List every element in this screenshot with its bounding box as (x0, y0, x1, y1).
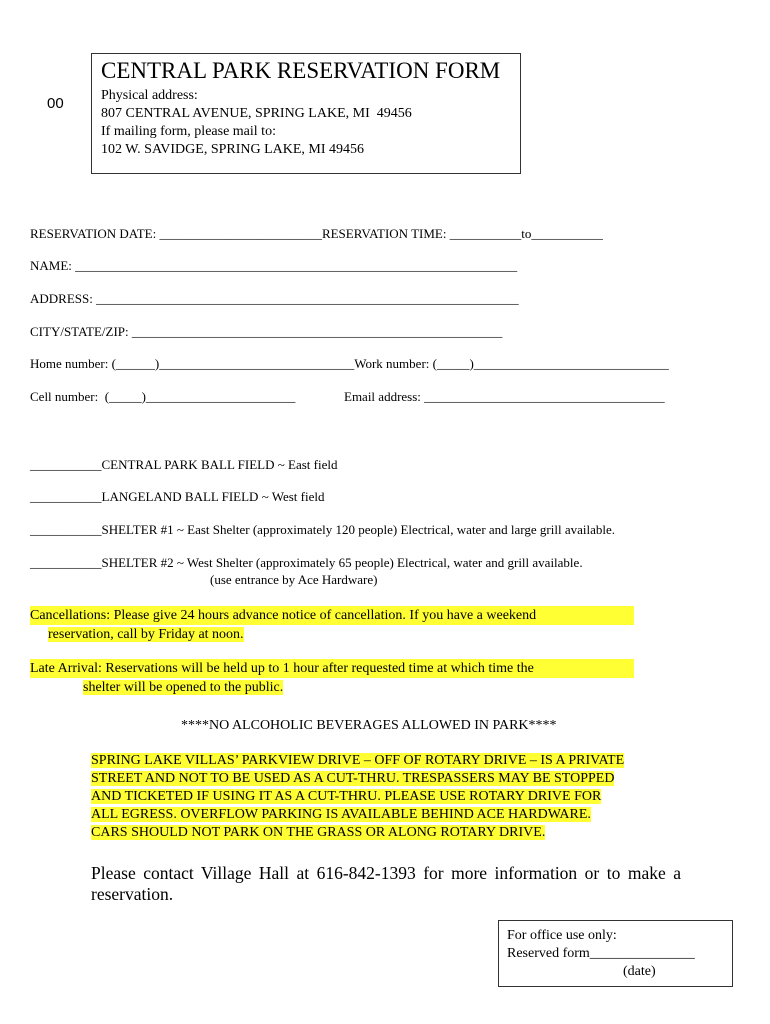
warning-line: AND TICKETED IF USING IT AS A CUT-THRU. PLEASE USE ROTARY DRIVE FOR (91, 789, 602, 804)
reserved-form-field[interactable]: Reserved form_______________ (507, 946, 695, 961)
alcohol-notice: ****NO ALCOHOLIC BEVERAGES ALLOWED IN PARK**** (181, 718, 557, 733)
office-use-label: For office use only: (507, 928, 617, 943)
form-code: 00 (47, 95, 64, 112)
late-arrival-notice (30, 659, 634, 697)
warning-line: SPRING LAKE VILLAS’ PARKVIEW DRIVE – OFF OF ROTARY DRIVE – IS A PRIVATE (91, 753, 625, 768)
physical-address: 807 CENTRAL AVENUE, SPRING LAKE, MI 49456 (101, 106, 412, 121)
mailing-label: If mailing form, please mail to: (101, 124, 276, 139)
cancellation-notice (30, 606, 634, 644)
contact-info: Please contact Village Hall at 616-842-1393 for more information or to make a reservation. (91, 863, 681, 904)
warning-line: ALL EGRESS. OVERFLOW PARKING IS AVAILABLE BEHIND ACE HARDWARE. (91, 807, 591, 822)
option-langeland-ball-field[interactable]: ___________LANGELAND BALL FIELD ~ West field (30, 489, 325, 504)
mailing-address: 102 W. SAVIDGE, SPRING LAKE, MI 49456 (101, 142, 365, 157)
phone-numbers-field[interactable]: Home number: (______)______________________________Work number: (_____)______________________________ (30, 356, 669, 371)
date-label: (date) (623, 964, 656, 979)
option-central-park-ball-field[interactable]: ___________CENTRAL PARK BALL FIELD ~ East field (30, 457, 338, 472)
late-arrival-line-1: Late Arrival: Reservations will be held up to 1 hour after requested time at which time the (30, 661, 534, 676)
physical-address-label: Physical address: (101, 88, 198, 103)
warning-line: CARS SHOULD NOT PARK ON THE GRASS OR ALONG ROTARY DRIVE. (91, 825, 546, 840)
office-use-box (498, 920, 733, 987)
warning-line: STREET AND NOT TO BE USED AS A CUT-THRU. TRESPASSERS MAY BE STOPPED (91, 771, 615, 786)
late-arrival-line-2: shelter will be opened to the public. (83, 680, 284, 695)
option-shelter-1[interactable]: ___________SHELTER #1 ~ East Shelter (approximately 120 people) Electrical, water and large grill available. (30, 522, 616, 537)
private-street-warning (91, 752, 624, 842)
cell-number-field[interactable]: Cell number: (_____)_______________________ (30, 389, 296, 404)
city-state-zip-field[interactable]: CITY/STATE/ZIP: _________________________________________________________ (30, 324, 503, 339)
cancellation-line-2: reservation, call by Friday at noon. (48, 627, 244, 642)
cancellation-line-1: Cancellations: Please give 24 hours advance notice of cancellation. If you have a weekend (30, 608, 537, 623)
email-field[interactable]: Email address: _____________________________________ (344, 389, 665, 404)
option-shelter-2[interactable]: ___________SHELTER #2 ~ West Shelter (approximately 65 people) Electrical, water and grill available. (30, 555, 583, 570)
address-field[interactable]: ADDRESS: _________________________________________________________________ (30, 291, 519, 306)
shelter-2-note: (use entrance by Ace Hardware) (210, 572, 378, 587)
form-title: CENTRAL PARK RESERVATION FORM (101, 58, 501, 83)
reservation-date-time-field[interactable]: RESERVATION DATE: _________________________RESERVATION TIME: ___________to___________ (30, 226, 603, 241)
name-field[interactable]: NAME: ____________________________________________________________________ (30, 258, 518, 273)
